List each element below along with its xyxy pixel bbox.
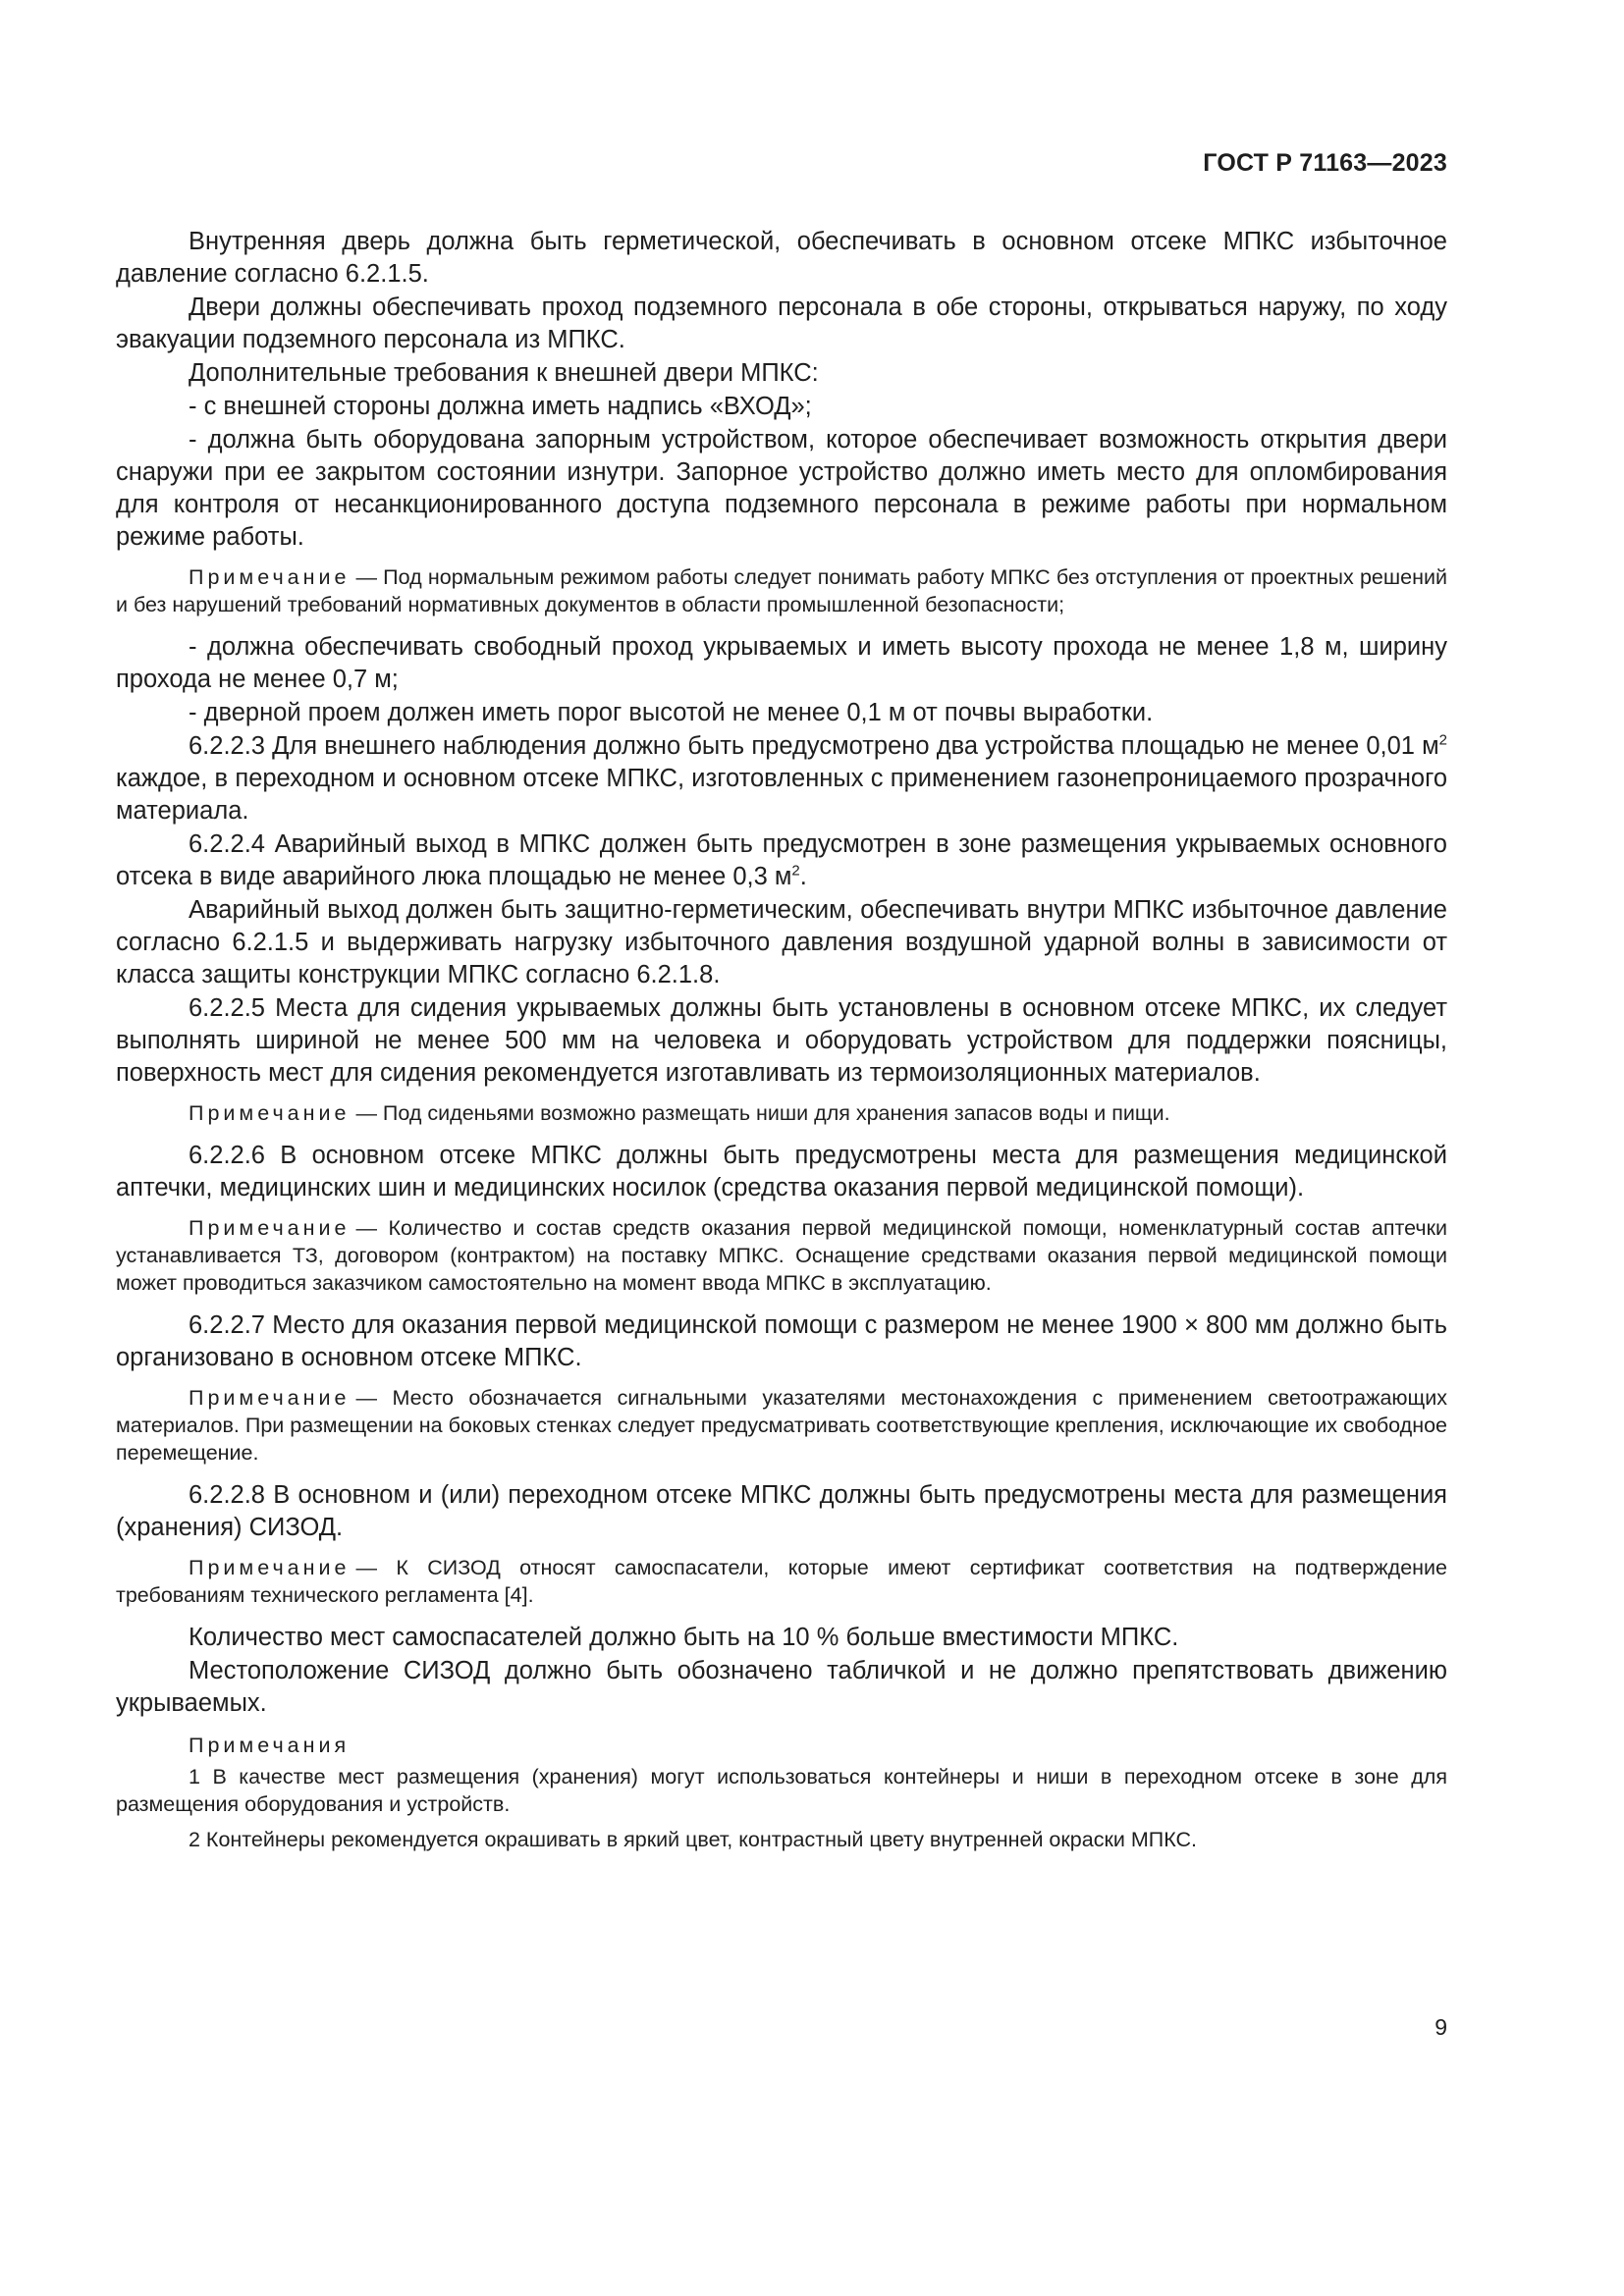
superscript: 2 bbox=[1438, 731, 1447, 749]
list-item: - должна обеспечивать свободный проход укрываемых и иметь высоту прохода не менее 1,8 м, ширину прохода не менее 0,7 м; bbox=[116, 633, 1447, 693]
paragraph: Местоположение СИЗОД должно быть обозначено табличкой и не должно препятствовать движению укрываемых. bbox=[116, 1657, 1447, 1717]
clause-6-2-2-4 bbox=[116, 828, 1447, 893]
clause-text: . bbox=[799, 863, 807, 890]
clause-text: каждое, в переходном и основном отсеке МПКС, изготовленных с применением газонепроницаемого прозрачного материала. bbox=[116, 765, 1447, 825]
note bbox=[116, 1099, 1447, 1127]
list-item: - должна быть оборудована запорным устройством, которое обеспечивает возможность открытия двери снаружи при ее закрытом состоянии изнутри. Запорное устройство должно иметь место для опломбирования для контроля от несанкционированного доступа подземного персонала в режиме работы при нормальном режиме работы. bbox=[116, 426, 1447, 551]
page-body bbox=[116, 226, 1447, 1861]
note-label: Примечание bbox=[189, 1216, 351, 1240]
note-item: 1 В качестве мест размещения (хранения) могут использоваться контейнеры и ниши в переходном отсеке в зоне для размещения оборудования и устройств. bbox=[116, 1765, 1447, 1816]
document-designation: ГОСТ Р 71163—2023 bbox=[1203, 149, 1447, 177]
list-item: - дверной проем должен иметь порог высотой не менее 0,1 м от почвы выработки. bbox=[189, 699, 1154, 726]
note bbox=[116, 1554, 1447, 1609]
note-item: 2 Контейнеры рекомендуется окрашивать в яркий цвет, контрастный цвету внутренней окраски МПКС. bbox=[189, 1828, 1197, 1851]
note-text: — К СИЗОД относят самоспасатели, которые имеют сертификат соответствия на подтверждение требованиям технического регламента [4]. bbox=[116, 1556, 1447, 1607]
note-label: Примечание bbox=[189, 565, 351, 589]
clause-6-2-2-8: 6.2.2.8 В основном и (или) переходном отсеке МПКС должны быть предусмотрены места для размещения (хранения) СИЗОД. bbox=[116, 1481, 1447, 1541]
page-number: 9 bbox=[1435, 2014, 1447, 2040]
note-text: — Количество и состав средств оказания первой медицинской помощи, номенклатурный состав аптечки устанавливается ТЗ, договором (контрактом) на поставку МПКС. Оснащение средствами оказания первой медицинской помощи может проводиться заказчиком самостоятельно на момент ввода МПКС в эксплуатацию. bbox=[116, 1216, 1447, 1295]
note bbox=[116, 1214, 1447, 1297]
list-item: - с внешней стороны должна иметь надпись «ВХОД»; bbox=[189, 393, 812, 420]
note bbox=[116, 1384, 1447, 1467]
clause-text: 6.2.2.4 Аварийный выход в МПКС должен быть предусмотрен в зоне размещения укрываемых основного отсека в виде аварийного люка площадью не менее 0,3 м bbox=[116, 830, 1447, 890]
note bbox=[116, 563, 1447, 618]
paragraph: Двери должны обеспечивать проход подземного персонала в обе стороны, открываться наружу, по ходу эвакуации подземного персонала из МПКС. bbox=[116, 294, 1447, 353]
paragraph: Дополнительные требования к внешней двери МПКС: bbox=[189, 359, 819, 387]
clause-6-2-2-3 bbox=[116, 730, 1447, 828]
clause-6-2-2-5: 6.2.2.5 Места для сидения укрываемых должны быть установлены в основном отсеке МПКС, их следует выполнять шириной не менее 500 мм на человека и оборудовать устройством для поддержки поясницы, поверхность мест для сидения рекомендуется изготавливать из термоизоляционных материалов. bbox=[116, 994, 1447, 1087]
clause-6-2-2-6: 6.2.2.6 В основном отсеке МПКС должны быть предусмотрены места для размещения медицинской аптечки, медицинских шин и медицинских носилок (средства оказания первой медицинской помощи). bbox=[116, 1142, 1447, 1201]
note-text: — Под сиденьями возможно размещать ниши для хранения запасов воды и пищи. bbox=[355, 1101, 1170, 1125]
note-label: Примечание bbox=[189, 1556, 351, 1579]
paragraph: Внутренняя дверь должна быть герметической, обеспечивать в основном отсеке МПКС избыточное давление согласно 6.2.1.5. bbox=[116, 228, 1447, 288]
paragraph: Количество мест самоспасателей должно быть на 10 % больше вместимости МПКС. bbox=[189, 1624, 1179, 1651]
superscript: 2 bbox=[791, 862, 800, 880]
notes-heading bbox=[116, 1732, 1447, 1759]
clause-text: 6.2.2.3 Для внешнего наблюдения должно быть предусмотрено два устройства площадью не менее 0,01 м bbox=[189, 732, 1439, 760]
note-text: — Место обозначается сигнальными указателями местонахождения с применением светоотражающих материалов. При размещении на боковых стенках следует предусматривать соответствующие крепления, исключающие их свободное перемещение. bbox=[116, 1386, 1447, 1465]
note-label: Примечание bbox=[189, 1386, 351, 1410]
notes-label: Примечания bbox=[189, 1734, 351, 1757]
note-label: Примечание bbox=[189, 1101, 351, 1125]
paragraph: Аварийный выход должен быть защитно-герметическим, обеспечивать внутри МПКС избыточное давление согласно 6.2.1.5 и выдерживать нагрузку избыточного давления воздушной ударной волны в зависимости от класса защиты конструкции МПКС согласно 6.2.1.8. bbox=[116, 896, 1447, 988]
clause-6-2-2-7: 6.2.2.7 Место для оказания первой медицинской помощи с размером не менее 1900 × 800 мм должно быть организовано в основном отсеке МПКС. bbox=[116, 1311, 1447, 1371]
note-text: — Под нормальным режимом работы следует понимать работу МПКС без отступления от проектных решений и без нарушений требований нормативных документов в области промышленной безопасности; bbox=[116, 565, 1447, 616]
